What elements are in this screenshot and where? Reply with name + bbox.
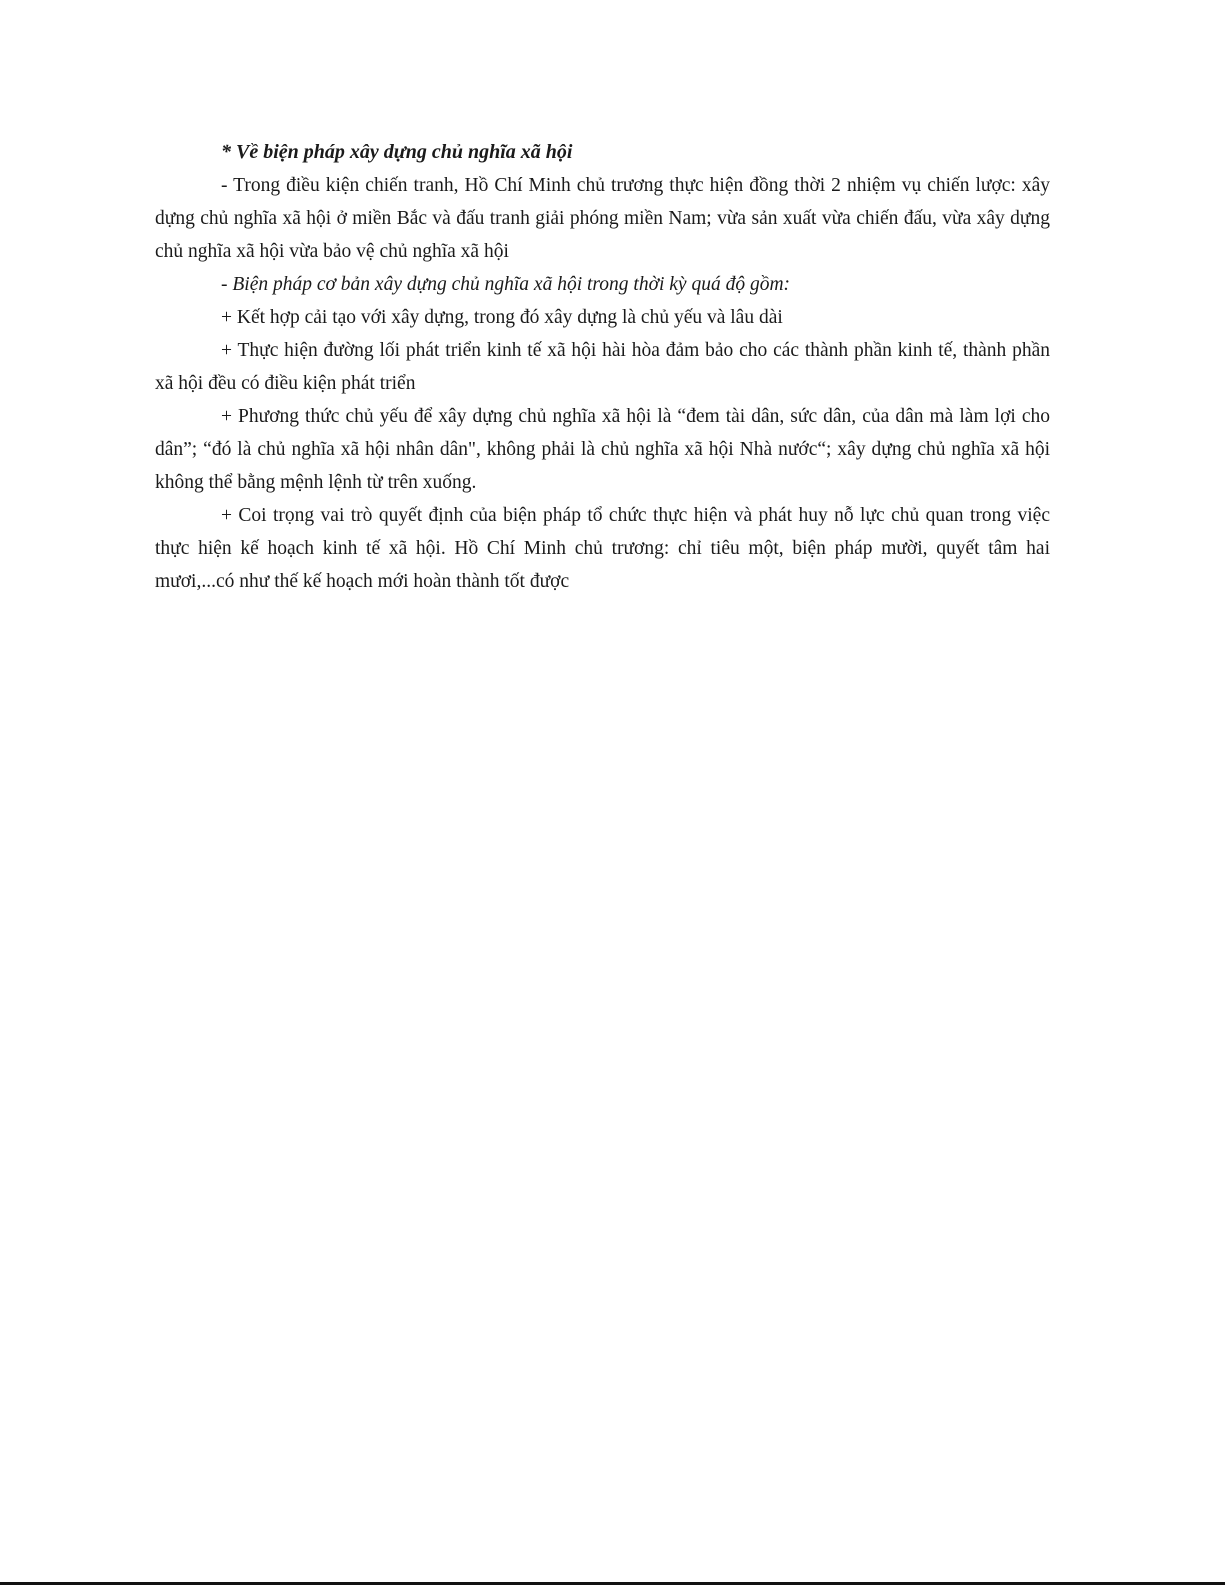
paragraph-measure-reform-build: + Kết hợp cải tạo với xây dựng, trong đó xây dựng là chủ yếu và lâu dài (221, 307, 783, 328)
section-heading: * Về biện pháp xây dựng chủ nghĩa xã hội (221, 141, 573, 163)
paragraph-measure-harmonious-development: + Thực hiện đường lối phát triển kinh tế xã hội hài hòa đảm bảo cho các thành phần kinh tế, thành phần xã hội đều có điều kiện phát triển (155, 340, 1050, 394)
paragraph-measure-people-method: + Phương thức chủ yếu để xây dựng chủ nghĩa xã hội là “đem tài dân, sức dân, của dân mà làm lợi cho dân”; “đó là chủ nghĩa xã hội nhân dân", không phải là chủ nghĩa xã hội Nhà nước“; xây dựng chủ nghĩa xã hội không thể bằng mệnh lệnh từ trên xuống. (155, 406, 1050, 493)
paragraph-basic-measures-intro: - Biện pháp cơ bản xây dựng chủ nghĩa xã hội trong thời kỳ quá độ gồm: (221, 274, 791, 295)
paragraph-measure-organization: + Coi trọng vai trò quyết định của biện pháp tổ chức thực hiện và phát huy nỗ lực chủ quan trong việc thực hiện kế hoạch kinh tế xã hội. Hồ Chí Minh chủ trương: chỉ tiêu một, biện pháp mười, quyết tâm hai mươi,...có như thế kế hoạch mới hoàn thành tốt được (155, 505, 1050, 592)
paragraph-wartime-strategy: - Trong điều kiện chiến tranh, Hồ Chí Minh chủ trương thực hiện đồng thời 2 nhiệm vụ chiến lược: xây dựng chủ nghĩa xã hội ở miền Bắc và đấu tranh giải phóng miền Nam; vừa sản xuất vừa chiến đấu, vừa xây dựng chủ nghĩa xã hội vừa bảo vệ chủ nghĩa xã hội (155, 175, 1050, 262)
document-body (155, 136, 1050, 598)
